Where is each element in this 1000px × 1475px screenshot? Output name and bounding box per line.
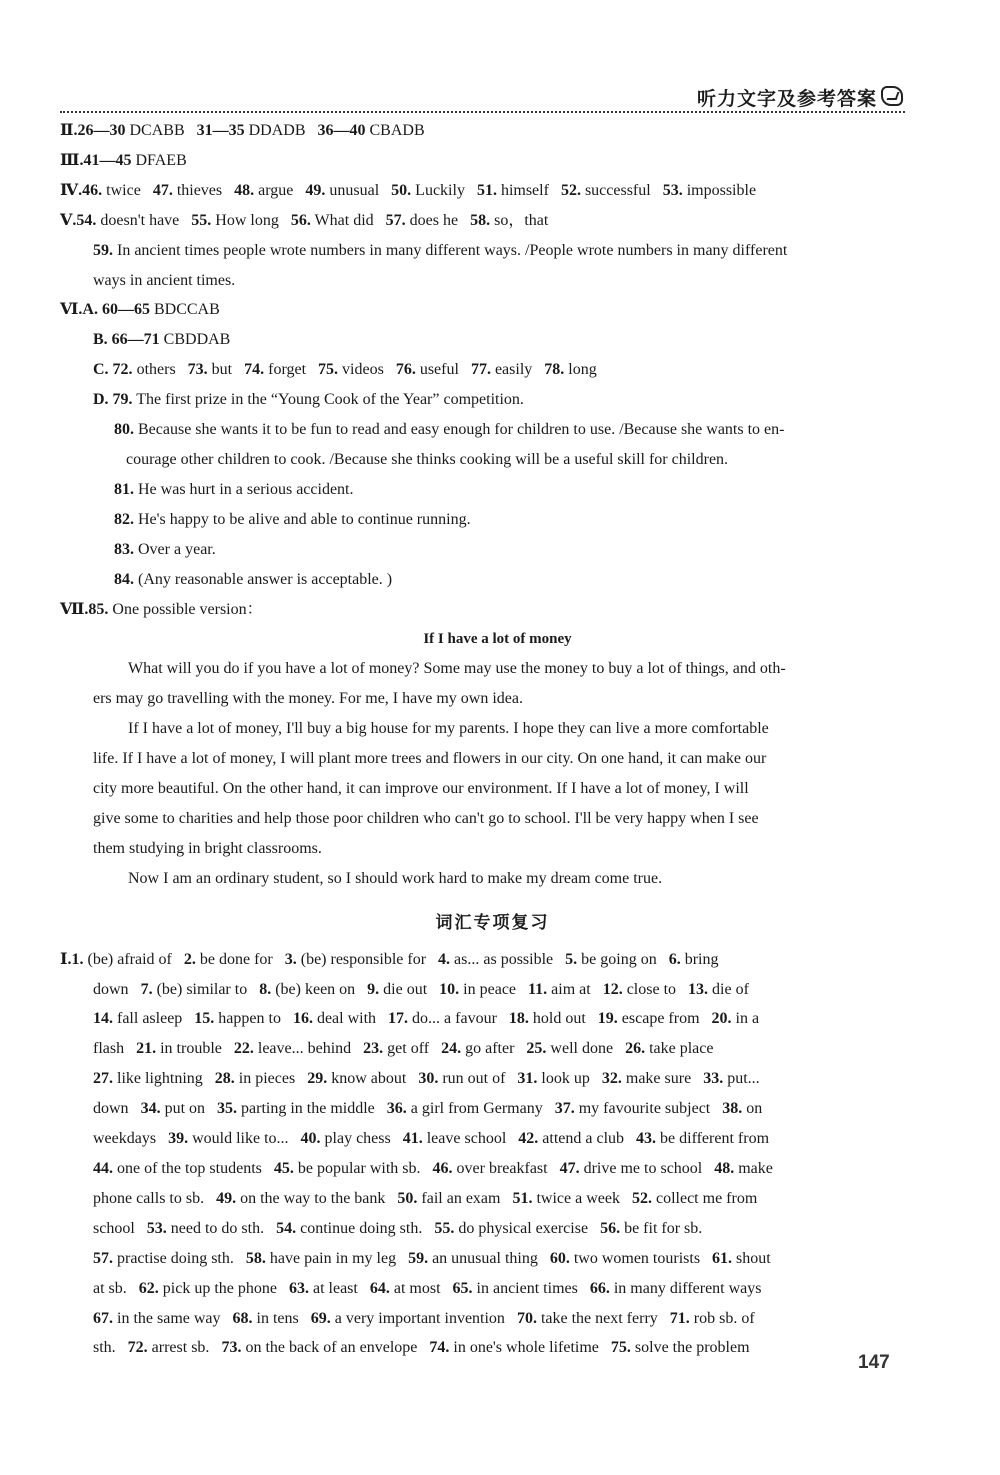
line-text: B. 66—71 CBDDAB [93, 331, 231, 349]
page-header [60, 82, 905, 112]
line-text: city more beautiful. On the other hand, it can improve our environment. If I have a lot of money, I will [93, 780, 749, 798]
essay-line [60, 684, 905, 714]
line-text: C. 72. others 73. but 74. forget 75. videos 76. useful 77. easily 78. long [93, 361, 597, 379]
line-text: 44. one of the top students 45. be popular with sb. 46. over breakfast 47. drive me to school 48. make [93, 1160, 773, 1177]
answer-line [60, 236, 905, 266]
vocab-line [60, 1333, 905, 1363]
vocab-line [60, 1094, 905, 1124]
vocab-line [60, 1304, 905, 1334]
vocab-line [60, 1004, 905, 1034]
answer-line [60, 206, 905, 236]
line-text: 57. practise doing sth. 58. have pain in my leg 59. an unusual thing 60. two women tourists 61. shout [93, 1249, 771, 1267]
answer-line [60, 295, 905, 325]
line-text: 83. Over a year. [114, 540, 216, 558]
answer-line [60, 445, 905, 475]
line-text: 67. in the same way 68. in tens 69. a very important invention 70. take the next ferry 71. rob sb. of [93, 1309, 755, 1327]
line-text: 80. Because she wants it to be fun to read and easy enough for children to use. /Because she wants to en- [114, 421, 785, 439]
line-text: 26—30 DCABB 31—35 DDADB 36—40 CBADB [77, 122, 425, 139]
line-text: courage other children to cook. /Because she thinks cooking will be a useful skill for children. [126, 450, 729, 468]
answer-line [60, 116, 905, 146]
answers-block [60, 116, 905, 236]
vocab-line [60, 1034, 905, 1064]
line-text: 81. He was hurt in a serious accident. [114, 480, 354, 498]
essay-line [60, 774, 905, 804]
roman-numeral: Ⅶ. [60, 600, 89, 618]
answer-line [60, 535, 905, 565]
line-text: If I have a lot of money, I'll buy a big house for my parents. I hope they can live a more comfortable [128, 720, 769, 738]
answer-line [60, 355, 905, 385]
line-text: 41—45 DFAEB [83, 151, 187, 169]
roman-numeral: Ⅲ. [60, 151, 84, 169]
line-text: phone calls to sb. 49. on the way to the bank 50. fail an exam 51. twice a week 52. collect me from [93, 1189, 758, 1207]
line-text: down 34. put on 35. parting in the middle 36. a girl from Germany 37. my favourite subject 38. on [93, 1100, 763, 1118]
answer-line [60, 595, 905, 625]
roman-numeral: Ⅴ. [60, 211, 77, 229]
line-text: 1. (be) afraid of 2. be done for 3. (be) responsible for 4. as... as possible 5. be going on 6. bring [71, 950, 719, 968]
line-text: life. If I have a lot of money, I will plant more trees and flowers in our city. On one hand, it can make our [93, 750, 767, 768]
answer-line [60, 385, 905, 415]
line-text: What will you do if you have a lot of money? Some may use the money to buy a lot of things, and oth- [128, 660, 786, 678]
vocab-line [60, 1124, 905, 1154]
answer-line [60, 475, 905, 505]
line-text: 14. fall asleep 15. happen to 16. deal with 17. do... a favour 18. hold out 19. escape from 20. in a [93, 1010, 760, 1028]
roman-numeral: Ⅵ. [60, 301, 83, 319]
line-text: A. 60—65 BDCCAB [82, 301, 220, 319]
line-text: sth. 72. arrest sb. 73. on the back of an envelope 74. in one's whole lifetime 75. solve the problem [93, 1339, 750, 1357]
vocab-line [60, 1214, 905, 1244]
roman-numeral: Ⅳ. [60, 181, 83, 199]
line-text: 46. twice 47. thieves 48. argue 49. unusual 50. Luckily 51. himself 52. successful 53. impossible [82, 181, 757, 199]
answer-line [60, 325, 905, 355]
vocab-line [60, 975, 905, 1005]
vocab-list [60, 945, 905, 1364]
header-title: 听力文字及参考答案 [696, 88, 877, 110]
answer-line [60, 146, 905, 176]
line-text: 59. In ancient times people wrote numbers in many different ways. /People wrote numbers in many different [93, 241, 788, 259]
page-content [60, 116, 905, 1363]
line-text: weekdays 39. would like to... 40. play chess 41. leave school 42. attend a club 43. be different from [93, 1130, 770, 1148]
header-divider [60, 111, 905, 113]
essay-title: If I have a lot of money [423, 631, 572, 648]
line-text: D. 79. The first prize in the “Young Cook of the Year” competition. [93, 391, 524, 409]
essay-line [60, 834, 905, 864]
section-vi [60, 295, 905, 594]
essay-line [60, 654, 905, 684]
line-text: school 53. need to do sth. 54. continue doing sth. 55. do physical exercise 56. be fit for sb. [93, 1219, 703, 1237]
vocab-line [60, 1064, 905, 1094]
answer-line [60, 565, 905, 595]
line-text: 27. like lightning 28. in pieces 29. know about 30. run out of 31. look up 32. make sure 33. put... [93, 1070, 760, 1088]
roman-numeral: Ⅰ. [60, 950, 72, 968]
essay-line [60, 744, 905, 774]
answer-line [60, 415, 905, 445]
vocab-section-title: 词汇专项复习 [435, 912, 550, 933]
line-text: ers may go travelling with the money. For me, I have my own idea. [93, 690, 523, 708]
answer-59 [60, 236, 905, 296]
essay-line [60, 714, 905, 744]
section-vii [60, 595, 905, 894]
answer-line [60, 176, 905, 206]
vocab-line [60, 1244, 905, 1274]
vocab-line [60, 945, 905, 975]
line-text: 82. He's happy to be alive and able to continue running. [114, 510, 471, 528]
essay-line [60, 864, 905, 894]
line-text: at sb. 62. pick up the phone 63. at least 64. at most 65. in ancient times 66. in many different ways [93, 1279, 762, 1297]
line-text: 84. (Any reasonable answer is acceptable. ) [114, 570, 393, 588]
line-text: 54. doesn't have 55. How long 56. What did 57. does he 58. so，that [76, 211, 549, 229]
vocab-line [60, 1154, 905, 1184]
line-text: 85. One possible version： [88, 600, 263, 618]
vocab-line [60, 1184, 905, 1214]
answer-line [60, 266, 905, 296]
line-text: flash 21. in trouble 22. leave... behind 23. get off 24. go after 25. well done 26. take place [93, 1040, 714, 1058]
answer-line [60, 505, 905, 535]
line-text: them studying in bright classrooms. [93, 839, 322, 857]
line-text: give some to charities and help those poor children who can't go to school. I'll be very happy when I see [93, 809, 759, 827]
vocab-line [60, 1274, 905, 1304]
line-text: ways in ancient times. [93, 271, 236, 289]
essay-line [60, 804, 905, 834]
pencil-icon [881, 86, 903, 106]
page-number: 147 [858, 1352, 890, 1373]
line-text: down 7. (be) similar to 8. (be) keen on 9. die out 10. in peace 11. aim at 12. close to 13. die of [93, 980, 749, 998]
roman-numeral: Ⅱ. [60, 122, 78, 139]
line-text: Now I am an ordinary student, so I should work hard to make my dream come true. [128, 869, 663, 887]
